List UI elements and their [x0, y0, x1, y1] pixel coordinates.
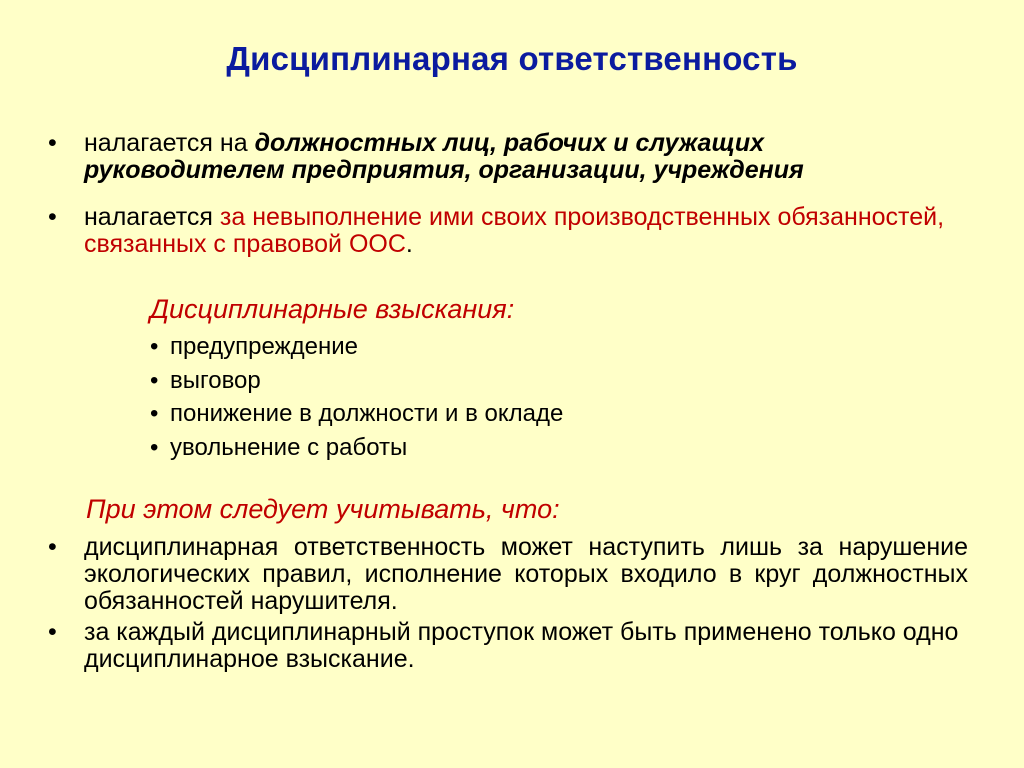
bullet-dot: •: [150, 333, 159, 360]
note-text: дисциплинарная ответственность может наступить лишь за нарушение экологических правил, исполнение которых входило в круг должностных обязанностей нарушителя.: [84, 533, 968, 615]
penalty-item: [150, 397, 563, 431]
note-text: за каждый дисциплинарный проступок может быть применено только одно дисциплинарное взыскание.: [84, 618, 959, 673]
bullet-item-imposed-for: [48, 204, 968, 258]
penalty-text: предупреждение: [170, 333, 359, 360]
penalties-heading: Дисциплинарные взыскания:: [150, 294, 515, 324]
bullet-text: [84, 130, 968, 184]
bullet-item-imposed-on: [48, 130, 968, 184]
bullet-tail-text: .: [405, 230, 413, 258]
penalty-item: [150, 431, 563, 465]
note-heading: При этом следует учитывать, что:: [86, 494, 560, 524]
bullet-dot: •: [48, 533, 57, 561]
penalty-item: [150, 364, 563, 398]
bullet-dot: •: [48, 618, 57, 646]
bullet-plain-text: налагается на: [84, 129, 255, 157]
notes-list: [48, 534, 968, 673]
bullet-list-top: [48, 130, 968, 258]
penalty-item: [150, 330, 563, 364]
bullet-dot: •: [150, 400, 159, 427]
penalty-text: увольнение с работы: [170, 433, 408, 461]
penalty-text: выговор: [170, 366, 261, 394]
bullet-red-text: за невыполнение ими своих производственных обязанностей, связанных с правовой ООС: [84, 203, 945, 258]
penalties-list: [150, 330, 563, 464]
bullet-text: [84, 204, 968, 258]
bullet-dot: •: [150, 366, 159, 394]
penalty-text: понижение в должности и в окладе: [170, 400, 564, 427]
note-item: [48, 534, 968, 615]
note-item: [48, 619, 968, 673]
bullet-dot: •: [48, 129, 57, 157]
bullet-emphasis-text: должностных лиц, рабочих и служащих руководителем предприятия, организации, учреждения: [84, 129, 804, 184]
slide-title: Дисциплинарная ответственность: [226, 40, 798, 77]
bullet-plain-text: налагается: [84, 203, 220, 231]
bullet-dot: •: [150, 433, 159, 461]
bullet-dot: •: [48, 203, 57, 231]
